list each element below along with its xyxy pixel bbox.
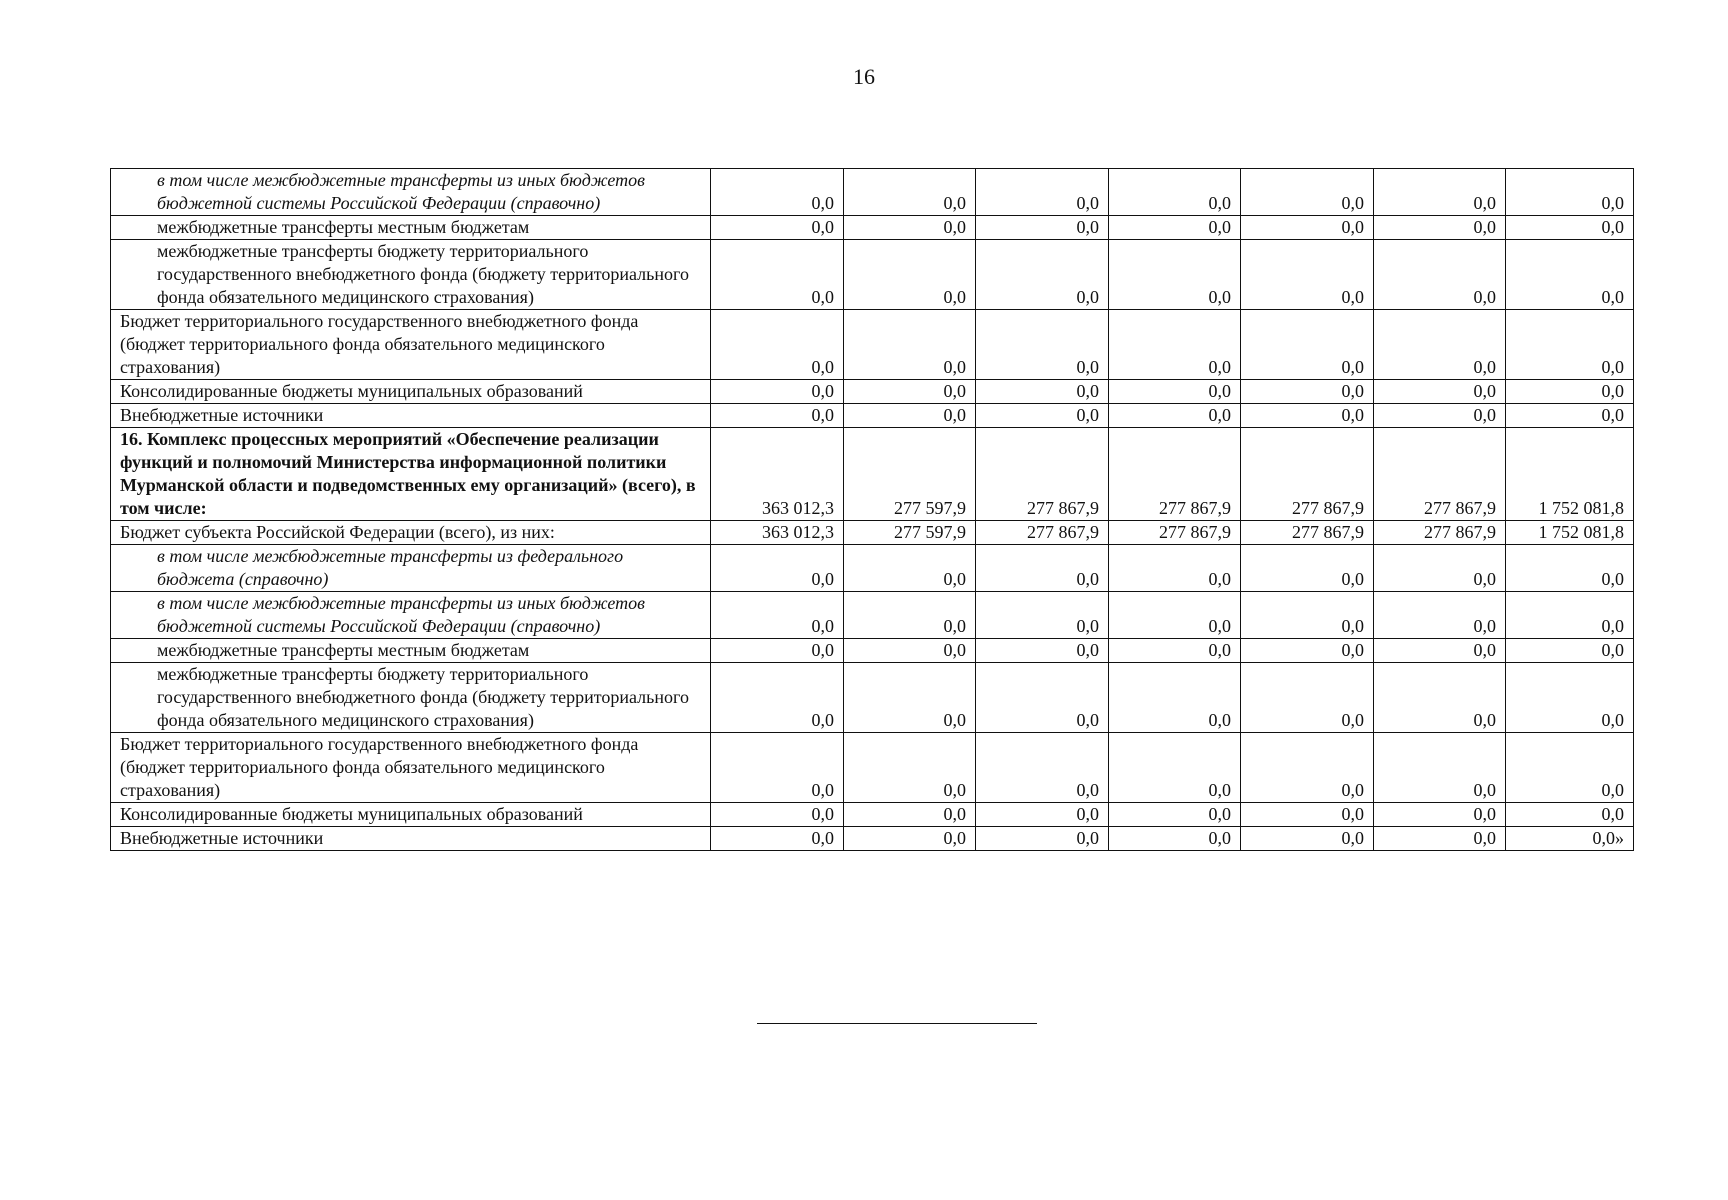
- value-cell: 0,0: [976, 216, 1109, 240]
- value-cell: 0,0: [1241, 240, 1374, 310]
- value-cell: 0,0: [1241, 310, 1374, 380]
- value-cell: 0,0: [1109, 827, 1241, 851]
- row-label: Консолидированные бюджеты муниципальных образований: [111, 380, 711, 404]
- table-row: [111, 639, 1634, 663]
- table-row: [111, 216, 1634, 240]
- value-cell: 277 867,9: [976, 428, 1109, 521]
- value-cell: 0,0: [976, 240, 1109, 310]
- value-cell: 0,0: [976, 169, 1109, 216]
- value-cell: 0,0: [1241, 639, 1374, 663]
- value-cell: 0,0: [1374, 380, 1506, 404]
- value-cell: 0,0: [711, 545, 844, 592]
- value-cell: 0,0: [1506, 240, 1634, 310]
- value-cell: 0,0: [976, 639, 1109, 663]
- value-cell: 0,0: [711, 733, 844, 803]
- value-cell: 0,0: [844, 404, 976, 428]
- value-cell: 0,0: [844, 803, 976, 827]
- value-cell: 0,0: [711, 827, 844, 851]
- table-row: [111, 592, 1634, 639]
- row-label: межбюджетные трансферты бюджету территориального государственного внебюджетного фонда (бюджету территориального фонда обязательного медицинского страхования): [111, 663, 711, 733]
- value-cell: 0,0: [1109, 592, 1241, 639]
- value-cell: 0,0: [976, 592, 1109, 639]
- value-cell: 0,0: [1109, 803, 1241, 827]
- value-cell: 0,0: [976, 733, 1109, 803]
- value-cell: 0,0: [976, 663, 1109, 733]
- value-cell: 0,0: [976, 803, 1109, 827]
- value-cell: 277 597,9: [844, 521, 976, 545]
- table-row: [111, 310, 1634, 380]
- table-row: [111, 428, 1634, 521]
- value-cell: 0,0: [1109, 240, 1241, 310]
- value-cell: 0,0: [1374, 216, 1506, 240]
- value-cell: 0,0: [711, 404, 844, 428]
- value-cell: 0,0: [844, 169, 976, 216]
- value-cell: 0,0: [711, 639, 844, 663]
- row-label: 16. Комплекс процессных мероприятий «Обеспечение реализации функций и полномочий Министерства информационной политики Мурманской области и подведомственных ему организаций» (всего), в том числе:: [111, 428, 711, 521]
- value-cell: 0,0: [976, 404, 1109, 428]
- table-row: [111, 240, 1634, 310]
- value-cell: 0,0: [1241, 545, 1374, 592]
- value-cell: 1 752 081,8: [1506, 428, 1634, 521]
- value-cell: 0,0: [1109, 545, 1241, 592]
- value-cell: 363 012,3: [711, 428, 844, 521]
- value-cell: 0,0: [1241, 827, 1374, 851]
- value-cell: 0,0: [711, 380, 844, 404]
- value-cell: 0,0: [711, 169, 844, 216]
- value-cell: 0,0: [1109, 404, 1241, 428]
- value-cell: 0,0: [1241, 592, 1374, 639]
- row-label: Бюджет территориального государственного внебюджетного фонда (бюджет территориального фонда обязательного медицинского страхования): [111, 310, 711, 380]
- row-label: межбюджетные трансферты местным бюджетам: [111, 639, 711, 663]
- row-label: Внебюджетные источники: [111, 827, 711, 851]
- value-cell: 0,0: [1109, 310, 1241, 380]
- value-cell: 277 867,9: [1109, 521, 1241, 545]
- value-cell: 0,0: [1374, 803, 1506, 827]
- value-cell: 0,0: [976, 827, 1109, 851]
- value-cell: 0,0: [1109, 663, 1241, 733]
- value-cell: 0,0: [1506, 169, 1634, 216]
- value-cell: 0,0: [1241, 733, 1374, 803]
- value-cell: 277 597,9: [844, 428, 976, 521]
- row-label: Консолидированные бюджеты муниципальных образований: [111, 803, 711, 827]
- value-cell: 0,0: [844, 733, 976, 803]
- row-label: в том числе межбюджетные трансферты из иных бюджетов бюджетной системы Российской Федерации (справочно): [111, 592, 711, 639]
- budget-table: [110, 168, 1634, 851]
- value-cell: 0,0: [1241, 169, 1374, 216]
- table-row: [111, 827, 1634, 851]
- row-label: межбюджетные трансферты местным бюджетам: [111, 216, 711, 240]
- value-cell: 0,0: [1374, 733, 1506, 803]
- value-cell: 0,0: [1109, 733, 1241, 803]
- value-cell: 0,0: [844, 592, 976, 639]
- row-label: в том числе межбюджетные трансферты из иных бюджетов бюджетной системы Российской Федерации (справочно): [111, 169, 711, 216]
- table-row: [111, 404, 1634, 428]
- table-row: [111, 545, 1634, 592]
- value-cell: 0,0: [711, 240, 844, 310]
- value-cell: 0,0: [1374, 404, 1506, 428]
- value-cell: 0,0: [976, 545, 1109, 592]
- value-cell: 0,0: [1374, 827, 1506, 851]
- value-cell: 0,0: [1374, 639, 1506, 663]
- value-cell: 0,0: [844, 216, 976, 240]
- value-cell: 0,0: [1506, 733, 1634, 803]
- value-cell: 0,0: [1506, 380, 1634, 404]
- row-label: межбюджетные трансферты бюджету территориального государственного внебюджетного фонда (бюджету территориального фонда обязательного медицинского страхования): [111, 240, 711, 310]
- value-cell: 0,0»: [1506, 827, 1634, 851]
- value-cell: 0,0: [1374, 310, 1506, 380]
- value-cell: 0,0: [711, 663, 844, 733]
- value-cell: 0,0: [844, 545, 976, 592]
- table-row: [111, 803, 1634, 827]
- value-cell: 0,0: [844, 240, 976, 310]
- value-cell: 0,0: [976, 310, 1109, 380]
- table-row: [111, 663, 1634, 733]
- table-row: [111, 733, 1634, 803]
- value-cell: 0,0: [844, 380, 976, 404]
- value-cell: 0,0: [1374, 240, 1506, 310]
- value-cell: 0,0: [1506, 310, 1634, 380]
- value-cell: 0,0: [711, 803, 844, 827]
- value-cell: 0,0: [976, 380, 1109, 404]
- value-cell: 0,0: [844, 310, 976, 380]
- row-label: Внебюджетные источники: [111, 404, 711, 428]
- row-label: Бюджет субъекта Российской Федерации (всего), из них:: [111, 521, 711, 545]
- value-cell: 277 867,9: [1109, 428, 1241, 521]
- value-cell: 0,0: [711, 310, 844, 380]
- value-cell: 0,0: [1506, 639, 1634, 663]
- row-label: Бюджет территориального государственного внебюджетного фонда (бюджет территориального фонда обязательного медицинского страхования): [111, 733, 711, 803]
- value-cell: 0,0: [1241, 380, 1374, 404]
- value-cell: 0,0: [844, 639, 976, 663]
- value-cell: 0,0: [844, 827, 976, 851]
- value-cell: 0,0: [1374, 545, 1506, 592]
- table-row: [111, 380, 1634, 404]
- value-cell: 1 752 081,8: [1506, 521, 1634, 545]
- value-cell: 0,0: [1241, 803, 1374, 827]
- table-row: [111, 521, 1634, 545]
- value-cell: 0,0: [1374, 663, 1506, 733]
- table-row: [111, 169, 1634, 216]
- table-body: [111, 169, 1634, 851]
- value-cell: 0,0: [1506, 216, 1634, 240]
- value-cell: 0,0: [1241, 216, 1374, 240]
- end-of-document-rule: [757, 1023, 1037, 1024]
- value-cell: 0,0: [1109, 380, 1241, 404]
- row-label: в том числе межбюджетные трансферты из федерального бюджета (справочно): [111, 545, 711, 592]
- value-cell: 0,0: [711, 216, 844, 240]
- value-cell: 0,0: [1506, 663, 1634, 733]
- value-cell: 277 867,9: [1241, 428, 1374, 521]
- value-cell: 0,0: [1506, 545, 1634, 592]
- value-cell: 0,0: [1506, 404, 1634, 428]
- value-cell: 0,0: [1109, 169, 1241, 216]
- value-cell: 277 867,9: [1374, 521, 1506, 545]
- value-cell: 277 867,9: [1241, 521, 1374, 545]
- value-cell: 0,0: [711, 592, 844, 639]
- value-cell: 0,0: [844, 663, 976, 733]
- value-cell: 0,0: [1241, 663, 1374, 733]
- value-cell: 0,0: [1109, 639, 1241, 663]
- value-cell: 0,0: [1241, 404, 1374, 428]
- value-cell: 0,0: [1374, 169, 1506, 216]
- value-cell: 0,0: [1374, 592, 1506, 639]
- value-cell: 277 867,9: [1374, 428, 1506, 521]
- value-cell: 0,0: [1506, 803, 1634, 827]
- value-cell: 277 867,9: [976, 521, 1109, 545]
- value-cell: 363 012,3: [711, 521, 844, 545]
- page-number: 16: [853, 64, 875, 89]
- value-cell: 0,0: [1506, 592, 1634, 639]
- value-cell: 0,0: [1109, 216, 1241, 240]
